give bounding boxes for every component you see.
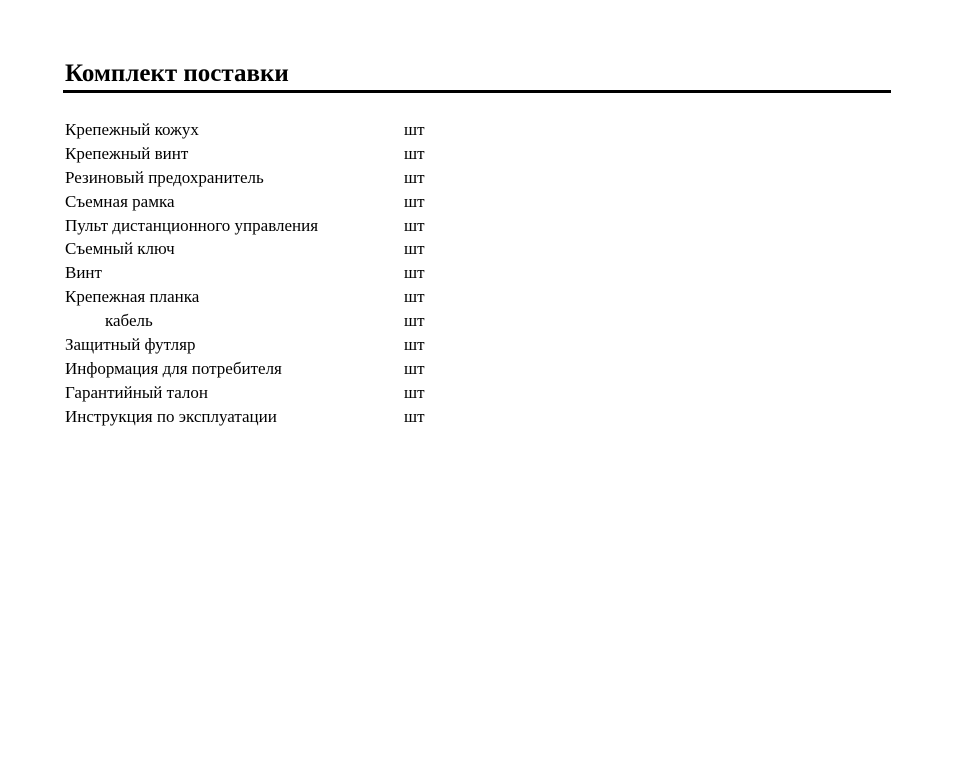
item-unit: шт: [404, 263, 425, 283]
item-name: Гарантийный талон: [65, 382, 208, 402]
item-unit: шт: [404, 287, 425, 307]
item-unit: шт: [404, 191, 425, 211]
item-unit: шт: [404, 215, 425, 235]
item-unit: шт: [404, 311, 425, 331]
page-title: Комплект поставки: [65, 60, 289, 87]
item-name: Крепежный кожух: [65, 120, 199, 139]
item-unit: шт: [404, 120, 425, 139]
item-name: Крепежная планка: [65, 287, 200, 307]
item-unit: шт: [404, 143, 425, 163]
item-name: Пульт дистанционного управления: [65, 215, 319, 235]
title-underline: [63, 90, 891, 93]
item-unit: шт: [404, 406, 425, 426]
item-unit: шт: [404, 382, 425, 402]
item-name: Информация для потребителя: [65, 358, 282, 378]
item-name: Защитный футляр: [65, 335, 196, 355]
item-name: Съемная рамка: [65, 191, 175, 211]
item-name: Инструкция по эксплуатации: [65, 406, 277, 426]
item-unit: шт: [404, 239, 425, 259]
item-unit: шт: [404, 167, 425, 187]
item-unit: шт: [404, 335, 425, 355]
item-unit: шт: [404, 358, 425, 378]
item-name: Съемный ключ: [65, 239, 175, 259]
item-name: Крепежный винт: [65, 143, 189, 163]
item-name: Винт: [65, 263, 102, 283]
item-name: кабель: [105, 311, 153, 331]
item-name: Резиновый предохранитель: [65, 167, 264, 187]
